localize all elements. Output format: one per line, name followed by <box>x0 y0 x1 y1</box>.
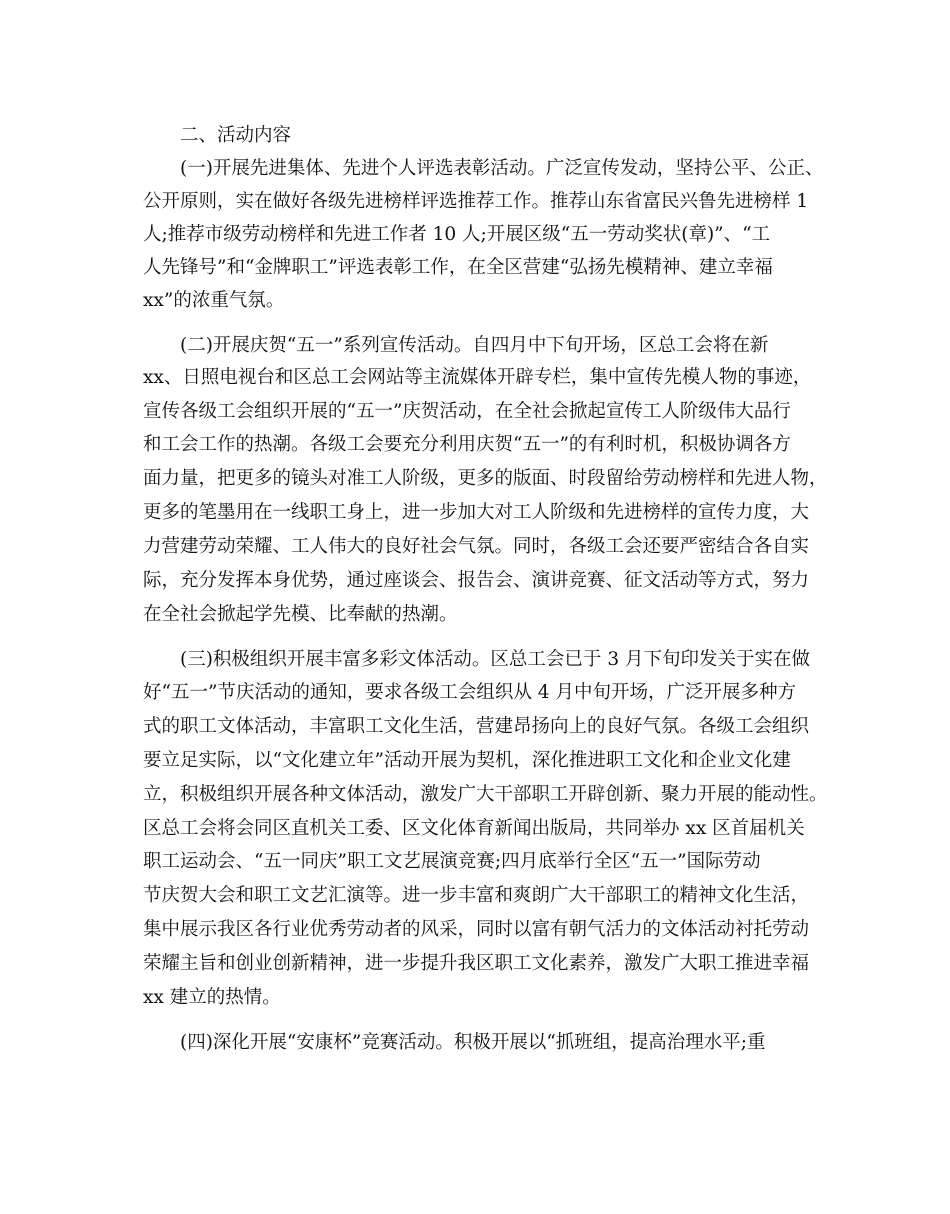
paragraph-2-line-1: (二)开展庆贺“五一”系列宣传活动。自四月中下旬开场，区总工会将在新 <box>180 335 769 356</box>
paragraph-3-line-2: 好“五一”节庆活动的通知，要求各级工会组织从 4 月中旬开场，广泛开展多种方 <box>143 682 796 703</box>
paragraph-2-line-4: 和工会工作的热潮。各级工会要充分利用庆贺“五一”的有利时机，积极协调各方 <box>143 434 791 455</box>
paragraph-1-line-2: 公开原则，实在做好各级先进榜样评选推荐工作。推荐山东省富民兴鲁先进榜样 1 <box>143 191 809 212</box>
paragraph-2-line-6: 更多的笔墨用在一线职工身上，进一步加大对工人阶级和先进榜样的宣传力度，大 <box>143 502 810 523</box>
paragraph-3-line-7: 职工运动会、“五一同庆”职工文艺展演竞赛;四月底举行全区“五一”国际劳动 <box>143 851 761 872</box>
paragraph-4-line-1: (四)深化开展“安康杯”竞赛活动。积极开展以“抓班组，提高治理水平;重 <box>180 1032 766 1053</box>
paragraph-2-line-5: 面力量，把更多的镜头对准工人阶级，更多的版面、时段留给劳动榜样和先进人物， <box>143 468 828 489</box>
paragraph-3-line-11: xx 建立的热情。 <box>143 987 281 1008</box>
paragraph-2-line-3: 宣传各级工会组织开展的“五一”庆贺活动，在全社会掀起宣传工人阶级伟大品行 <box>143 401 791 422</box>
paragraph-2-line-7: 力营建劳动荣耀、工人伟大的良好社会气氛。同时，各级工会还要严密结合各自实 <box>143 536 810 557</box>
paragraph-3-line-4: 要立足实际，以“文化建立年”活动开展为契机，深化推进职工文化和企业文化建 <box>143 750 791 771</box>
section-heading: 二、活动内容 <box>180 125 292 146</box>
paragraph-1-line-4: 人先锋号”和“金牌职工”评选表彰工作，在全区营建“弘扬先模精神、建立幸福 <box>143 257 773 278</box>
paragraph-2-line-8: 际，充分发挥本身优势，通过座谈会、报告会、演讲竞赛、征文活动等方式，努力 <box>143 570 810 591</box>
paragraph-2-line-9: 在全社会掀起学先模、比奉献的热潮。 <box>143 604 458 625</box>
paragraph-1-line-1: (一)开展先进集体、先进个人评选表彰活动。广泛宣传发动，坚持公平、公正、 <box>180 158 824 179</box>
paragraph-3-line-6: 区总工会将会同区直机关工委、区文化体育新闻出版局，共同举办 xx 区首届机关 <box>143 818 805 839</box>
paragraph-3-line-9: 集中展示我区各行业优秀劳动者的风采，同时以富有朝气活力的文体活动衬托劳动 <box>143 919 810 940</box>
paragraph-3-line-1: (三)积极组织开展丰富多彩文体活动。区总工会已于 3 月下旬印发关于实在做 <box>180 649 810 670</box>
paragraph-1-line-3: 人;推荐市级劳动榜样和先进工作者 10 人;开展区级“五一劳动奖状(章)”、“工 <box>143 224 771 245</box>
paragraph-2-line-2: xx、日照电视台和区总工会网站等主流媒体开辟专栏，集中宣传先模人物的事迹， <box>143 367 812 388</box>
paragraph-1-line-5: xx”的浓重气氛。 <box>143 290 285 311</box>
paragraph-3-line-3: 式的职工文体活动，丰富职工文化生活，营建昂扬向上的良好气氛。各级工会组织 <box>143 716 810 737</box>
paragraph-3-line-10: 荣耀主旨和创业创新精神，进一步提升我区职工文化素养，激发广大职工推进幸福 <box>143 953 810 974</box>
paragraph-3-line-5: 立，积极组织开展各种文体活动，激发广大干部职工开辟创新、聚力开展的能动性。 <box>143 784 828 805</box>
paragraph-3-line-8: 节庆贺大会和职工文艺汇演等。进一步丰富和爽朗广大干部职工的精神文化生活， <box>143 885 810 906</box>
